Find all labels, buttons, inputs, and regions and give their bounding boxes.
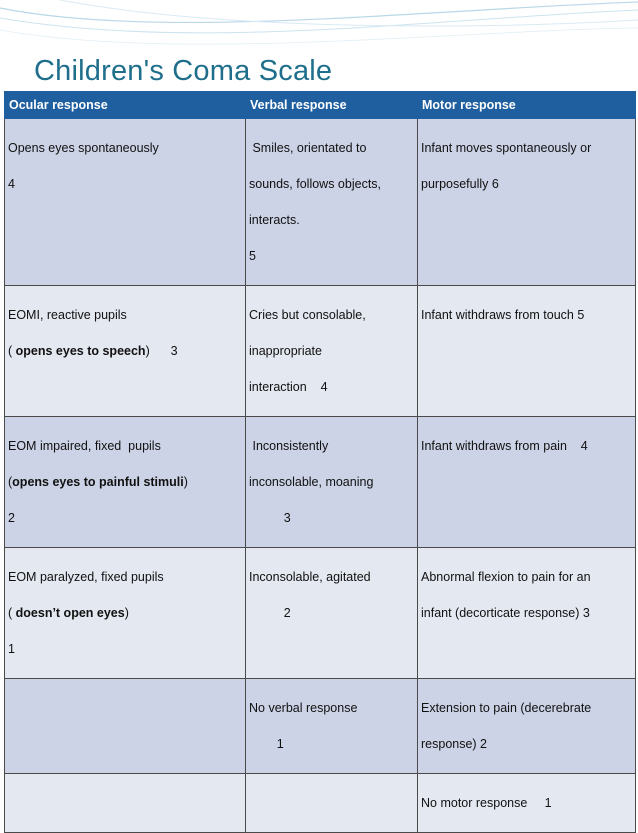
cell-text-bold: opens eyes to painful stimuli (12, 475, 184, 489)
page-title: Children's Coma Scale (34, 55, 333, 87)
cell-line: Inconsolable, agitated (249, 570, 371, 584)
motor-cell (418, 774, 636, 833)
ocular-cell (5, 286, 246, 417)
cell-text: ) (124, 606, 129, 620)
verbal-cell (246, 417, 418, 548)
cell-line: EOMI, reactive pupils (8, 308, 127, 322)
cell-text: ) 3 (145, 344, 178, 358)
table-row (5, 286, 636, 417)
cell-text-bold: opens eyes to speech (15, 344, 146, 358)
verbal-cell (246, 119, 418, 286)
cell-line: purposefully 6 (421, 177, 499, 191)
cell-text-bold: doesn’t open eyes (15, 606, 125, 620)
cell-line (8, 342, 242, 360)
motor-cell (418, 286, 636, 417)
cell-line: inconsolable, moaning (249, 475, 374, 489)
verbal-cell (246, 774, 418, 833)
cell-line: Extension to pain (decerebrate (421, 701, 592, 715)
motor-cell (418, 679, 636, 774)
cell-line: Abnormal flexion to pain for an (421, 570, 591, 584)
motor-cell (418, 417, 636, 548)
cell-line: Smiles, orientated to (249, 141, 367, 155)
cell-line: inappropriate (249, 344, 322, 358)
ocular-cell (5, 548, 246, 679)
cell-line: 1 (249, 737, 284, 751)
cell-line: 5 (249, 249, 256, 263)
motor-cell (418, 548, 636, 679)
cell-line: Opens eyes spontaneously (8, 141, 159, 155)
motor-cell (418, 119, 636, 286)
cell-line: Inconsistently (249, 439, 329, 453)
table-row (5, 548, 636, 679)
header-motor-response: Motor response (418, 92, 636, 119)
cell-line: sounds, follows objects, (249, 177, 382, 191)
ocular-cell (5, 119, 246, 286)
cell-line: 2 (8, 511, 15, 525)
cell-line: 2 (249, 606, 291, 620)
cell-text: ( (8, 344, 16, 358)
table-header-row (5, 92, 636, 119)
cell-line: interaction 4 (249, 380, 328, 394)
cell-line: 1 (8, 642, 15, 656)
cell-line: No motor response 1 (421, 796, 552, 810)
verbal-cell (246, 286, 418, 417)
coma-scale-table (4, 91, 636, 833)
header-verbal-response: Verbal response (246, 92, 418, 119)
table-row (5, 679, 636, 774)
cell-line (8, 604, 242, 622)
cell-line: interacts. (249, 213, 300, 227)
cell-line: Cries but consolable, (249, 308, 366, 322)
table-row (5, 119, 636, 286)
cell-text: ( (8, 475, 13, 489)
cell-text: ( (8, 606, 16, 620)
cell-line: 4 (8, 177, 15, 191)
ocular-cell (5, 417, 246, 548)
cell-line: infant (decorticate response) 3 (421, 606, 590, 620)
cell-line: EOM impaired, fixed pupils (8, 439, 161, 453)
table-row (5, 774, 636, 833)
ocular-cell (5, 679, 246, 774)
verbal-cell (246, 548, 418, 679)
cell-text: ) (183, 475, 188, 489)
cell-line: Infant withdraws from pain 4 (421, 439, 588, 453)
cell-line: Infant moves spontaneously or (421, 141, 592, 155)
ocular-cell (5, 774, 246, 833)
table-row (5, 417, 636, 548)
verbal-cell (246, 679, 418, 774)
cell-line: No verbal response (249, 701, 358, 715)
cell-line: 3 (249, 511, 291, 525)
cell-line: Infant withdraws from touch 5 (421, 308, 585, 322)
cell-line: response) 2 (421, 737, 488, 751)
cell-line (8, 473, 242, 491)
header-ocular-response: Ocular response (5, 92, 246, 119)
cell-line: EOM paralyzed, fixed pupils (8, 570, 164, 584)
